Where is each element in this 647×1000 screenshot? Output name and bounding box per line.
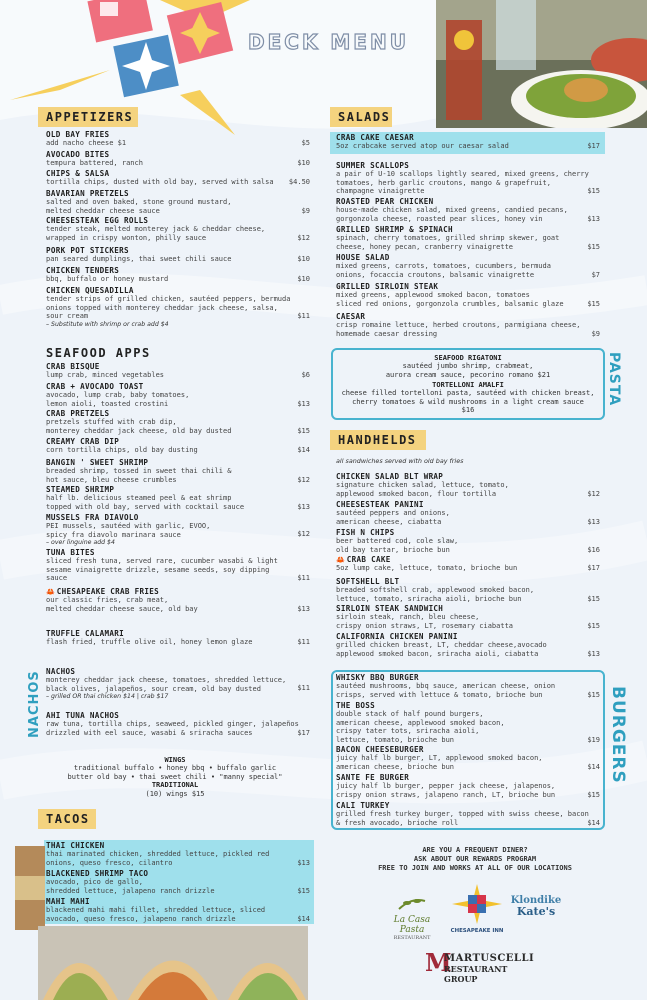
- menu-item-description: thai marinated chicken, shredded lettuce, pickled red onions, queso fresco, cilantro: [46, 850, 270, 867]
- menu-item-description: tender steak, melted monterey jack & cheddar cheese, wrapped in crispy wonton, philly sauce: [46, 225, 266, 242]
- menu-item-price: $13: [587, 517, 600, 526]
- rewards-block: [340, 846, 610, 873]
- menu-item-description: add nacho cheese $1: [46, 139, 127, 148]
- menu-item: [46, 870, 310, 895]
- pasta-item-name: SEAFOOD RIGATONI: [434, 354, 502, 362]
- menu-item-name: CHICKEN QUESADILLA: [46, 286, 134, 295]
- menu-item-name: AHI TUNA NACHOS: [46, 711, 120, 720]
- menu-item-name: MUSSELS FRA DIAVOLO: [46, 513, 139, 522]
- menu-item-price: $13: [297, 399, 310, 408]
- menu-item: [336, 226, 600, 251]
- menu-item-description: raw tuna, tortilla chips, seaweed, pickled ginger, jalapeños drizzled with eel sauce, wasabi & sriracha sauces: [46, 720, 299, 737]
- rewards-line1: ARE YOU A FREQUENT DINER?: [422, 846, 528, 854]
- menu-item-name: NACHOS: [46, 667, 76, 676]
- menu-item-price: $15: [587, 242, 600, 251]
- menu-item-name: SOFTSHELL BLT: [336, 577, 400, 586]
- menu-item-price: $9: [591, 329, 600, 338]
- menu-item-price: $10: [297, 159, 310, 168]
- menu-item-description: monterey cheddar jack cheese, tomatoes, shredded lettuce, black olives, jalapeños, sour cream, old bay dusted: [46, 676, 287, 693]
- menu-item-name: SANTE FE BURGER: [336, 773, 410, 782]
- menu-item-description: grilled chicken breast, LT, cheddar cheese,avocado applewood smoked bacon, sriracha aioli, ciabatta: [336, 641, 547, 658]
- menu-item-name: CRAB BISQUE: [46, 362, 100, 371]
- menu-item-price: $15: [587, 621, 600, 630]
- tacos-side-photo: [15, 846, 45, 930]
- menu-item-description: beer battered cod, cole slaw, old bay tartar, brioche bun: [336, 537, 459, 554]
- menu-item-name: CAESAR: [336, 312, 366, 321]
- m-monogram-icon: M: [425, 948, 452, 977]
- menu-item-price: $15: [587, 594, 600, 603]
- menu-item-name: OLD BAY FRIES: [46, 130, 110, 139]
- menu-item-price: $10: [297, 255, 310, 264]
- menu-item-description: tender strips of grilled chicken, sautéed peppers, bermuda onions topped with monterey cheddar jack cheese, salsa, sour cream: [46, 295, 291, 321]
- la-casa-sub: RESTAURANT: [393, 935, 431, 941]
- menu-item-description: our classic fries, crab meat, melted cheddar cheese sauce, old bay: [46, 596, 198, 613]
- menu-item-price: $10: [297, 275, 310, 284]
- menu-item-name: BAVARIAN PRETZELS: [46, 189, 129, 198]
- wings-block: [40, 756, 310, 798]
- menu-item-price: $11: [297, 574, 310, 583]
- salads-heading: SALADS: [330, 107, 392, 127]
- martuscelli-name: MARTUSCELLI: [444, 953, 535, 964]
- nachos-vertical-heading: NACHOS: [27, 670, 42, 738]
- menu-item: [46, 267, 310, 284]
- menu-item-description: PEI mussels, sautéed with garlic, EVOO, spicy fra diavolo marinara sauce: [46, 522, 211, 539]
- wings-line2: butter old bay • thai sweet chili • "manny special": [67, 772, 283, 781]
- menu-item-description: lump crab, minced vegetables: [46, 371, 165, 380]
- menu-item-name: ROASTED PEAR CHICKEN: [336, 197, 434, 206]
- menu-item-name: WHISKY BBQ BURGER: [336, 673, 419, 682]
- menu-item: [46, 410, 310, 435]
- wings-sub: TRADITIONAL: [151, 781, 199, 790]
- menu-item-price: $12: [297, 475, 310, 484]
- menu-item: [336, 283, 600, 308]
- tacos-photo-image: [38, 926, 308, 1000]
- menu-item-price: $17: [587, 564, 600, 573]
- klondike-line1: Klondike: [510, 895, 562, 906]
- menu-item-name: TUNA BITES: [46, 548, 95, 557]
- rewards-line2: ASK ABOUT OUR REWARDS PROGRAM: [413, 855, 537, 863]
- menu-item: [46, 514, 310, 548]
- menu-item: [336, 674, 600, 699]
- menu-item: [46, 363, 310, 380]
- menu-item-name: CALI TURKEY: [336, 801, 390, 810]
- menu-item-description: 5oz crabcake served atop our caesar salad: [336, 142, 509, 151]
- crab-icon: 🦀: [336, 556, 345, 564]
- menu-title: DECK MENU: [248, 30, 409, 54]
- menu-item: [336, 473, 600, 498]
- menu-item-description: breaded shrimp, tossed in sweet thai chili & hot sauce, bleu cheese crumbles: [46, 467, 232, 484]
- menu-item-description: salted and oven baked, stone ground mustard, melted cheddar cheese sauce: [46, 198, 232, 215]
- menu-item-description: signature chicken salad, lettuce, tomato, applewood smoked bacon, flour tortilla: [336, 481, 509, 498]
- menu-item-name: PORK POT STICKERS: [46, 246, 129, 255]
- menu-item-price: $13: [297, 502, 310, 511]
- menu-item-price: $15: [297, 426, 310, 435]
- menu-item-name: CHICKEN SALAD BLT WRAP: [336, 472, 444, 481]
- menu-item-price: $14: [587, 818, 600, 827]
- pasta-vertical-heading: PASTA: [606, 352, 622, 407]
- menu-item-price: $6: [301, 371, 310, 380]
- menu-item-note: – Substitute with shrimp or crab add $4: [46, 320, 169, 328]
- menu-item-description: sautéed peppers and onions, american cheese, ciabatta: [336, 509, 450, 526]
- la-casa-pasta-logo: [384, 896, 440, 941]
- pasta-item-name: TORTELLONI AMALFI: [432, 381, 504, 389]
- menu-item-description: corn tortilla chips, old bay dusting: [46, 446, 198, 455]
- menu-item-price: $5: [301, 139, 310, 148]
- menu-item-price: $12: [587, 489, 600, 498]
- menu-item-name: CRAB CAKE CAESAR: [336, 133, 414, 142]
- menu-item: [336, 162, 600, 196]
- menu-item: [46, 712, 310, 737]
- menu-item-description: house-made chicken salad, mixed greens, candied pecans, gorgonzola cheese, roasted pear slices, honey vin: [336, 206, 568, 223]
- menu-item: [336, 134, 600, 151]
- wings-line1: traditional buffalo • honey bbq • buffalo garlic: [73, 764, 277, 773]
- menu-item-description: bbq, buffalo or honey mustard: [46, 275, 169, 284]
- menu-item-price: $12: [297, 530, 310, 539]
- menu-item-description: pretzels stuffed with crab dip, monterey cheddar jack cheese, old bay dusted: [46, 418, 232, 435]
- menu-item-price: $4.50: [288, 178, 310, 187]
- menu-item: [46, 898, 310, 923]
- menu-item-description: avocado, pico de gallo, shredded lettuce, jalapeno ranch drizzle: [46, 878, 215, 895]
- menu-item-price: $14: [587, 762, 600, 771]
- la-casa-name: La Casa Pasta: [393, 915, 431, 935]
- menu-item-name: CRAB CAKE: [346, 555, 391, 564]
- menu-item-price: $15: [587, 187, 600, 196]
- menu-item-price: $11: [297, 684, 310, 693]
- menu-item: [336, 802, 600, 827]
- menu-item: [336, 633, 600, 658]
- menu-item-description: juicy half lb burger, pepper jack cheese, jalapenos, crispy onion straws, jalapeno ranch, LT, brioche bun: [336, 782, 556, 799]
- menu-item-price: $13: [297, 858, 310, 867]
- menu-item-name: MAHI MAHI: [46, 897, 90, 906]
- menu-item-description: half lb. delicious steamed peel & eat shrimp topped with old bay, served with cocktail sauce: [46, 494, 245, 511]
- menu-item-description: grilled fresh turkey burger, topped with swiss cheese, bacon & fresh avocado, brioche roll: [336, 810, 589, 827]
- salad-photo: [436, 0, 647, 128]
- menu-item: [46, 549, 310, 583]
- menu-item-name: GRILLED SIRLOIN STEAK: [336, 282, 439, 291]
- menu-item-price: $17: [587, 142, 600, 151]
- menu-item-name: HOUSE SALAD: [336, 253, 390, 262]
- menu-item-description: avocado, lump crab, baby tomatoes, lemon aioli, toasted crostini: [46, 391, 190, 408]
- menu-item-price: $11: [297, 638, 310, 647]
- klondike-kates-logo: [510, 896, 562, 918]
- menu-item: [46, 842, 310, 867]
- menu-item-name: CRAB PRETZELS: [46, 409, 110, 418]
- wings-heading: WINGS: [164, 756, 186, 764]
- menu-item-price: $15: [587, 690, 600, 699]
- menu-item-price: $15: [297, 886, 310, 895]
- menu-item-name: BANGIN ' SWEET SHRIMP: [46, 458, 149, 467]
- menu-item-note: – over linguine add $4: [46, 539, 115, 547]
- chesapeake-inn-logo: [446, 884, 508, 934]
- menu-item-name: STEAMED SHRIMP: [46, 485, 115, 494]
- appetizers-heading: APPETIZERS: [38, 107, 138, 127]
- pasta-tortelloni-amalfi: [333, 381, 603, 415]
- menu-item-name: BLACKENED SHRIMP TACO: [46, 869, 149, 878]
- menu-item-description: sirloin steak, ranch, bleu cheese, crispy onion straws, LT, rosemary ciabatta: [336, 613, 514, 630]
- menu-item-description: double stack of half pound burgers, american cheese, applewood smoked bacon, crispy tater tots, sriracha aioli, lettuce, tomato, brioche bun: [336, 710, 505, 744]
- pasta-item-line: sautéed jumbo shrimp, crabmeat,: [402, 362, 534, 371]
- menu-item: [46, 383, 310, 408]
- menu-item-description: flash fried, truffle olive oil, honey lemon glaze: [46, 638, 253, 647]
- chesapeake-name: CHESAPEAKE INN: [450, 928, 504, 934]
- menu-item-description: tortilla chips, dusted with old bay, served with salsa: [46, 178, 274, 187]
- menu-item-note: – grilled OR thai chicken $14 | crab $17: [46, 693, 169, 701]
- burgers-vertical-heading: BURGERS: [608, 686, 628, 784]
- menu-item-price: $13: [587, 649, 600, 658]
- menu-item: [46, 151, 310, 168]
- pasta-item-line: aurora cream sauce, pecorino romano $21: [385, 370, 551, 379]
- menu-item-description: tempura battered, ranch: [46, 159, 143, 168]
- tacos-heading: TACOS: [38, 809, 96, 829]
- rewards-line3: FREE TO JOIN AND WORKS AT ALL OF OUR LOCATIONS: [378, 864, 572, 872]
- handhelds-heading: HANDHELDS: [330, 430, 426, 450]
- martuscelli-sub: RESTAURANT GROUP: [444, 964, 508, 984]
- menu-item-name: CHESAPEAKE CRAB FRIES: [56, 587, 160, 596]
- pasta-item-line: cherry tomatoes & wild mushrooms in a light cream sauce: [352, 397, 584, 406]
- menu-item: [46, 217, 310, 242]
- menu-item: [46, 247, 310, 264]
- menu-item-name: BACON CHEESEBURGER: [336, 745, 424, 754]
- menu-item: [336, 529, 600, 554]
- menu-item-description: crisp romaine lettuce, herbed croutons, parmigiana cheese, homemade caesar dressing: [336, 321, 581, 338]
- klondike-line2: Kate's: [516, 905, 556, 918]
- menu-item-description: sautéed mushrooms, bbq sauce, american cheese, onion crisps, served with lettuce & tomato, brioche bun: [336, 682, 556, 699]
- salad-photo-image: [436, 0, 647, 128]
- menu-item: [46, 459, 310, 484]
- menu-item-price: $15: [587, 790, 600, 799]
- menu-item-description: breaded softshell crab, applewood smoked bacon, lettuce, tomato, sriracha aioli, brioche bun: [336, 586, 535, 603]
- menu-item-name: AVOCADO BITES: [46, 150, 110, 159]
- menu-item: [336, 578, 600, 603]
- menu-item: [46, 668, 310, 702]
- menu-item: [336, 313, 600, 338]
- menu-item-description: a pair of U-10 scallops lightly seared, mixed greens, cherry tomatoes, herb garlic croutons, mango & grapefruit, champagne vinaigrette: [336, 170, 589, 196]
- menu-item-name: CREAMY CRAB DIP: [46, 437, 120, 446]
- menu-item: [336, 556, 600, 573]
- menu-item-price: $15: [587, 299, 600, 308]
- menu-item: [46, 287, 310, 329]
- menu-item-description: blackened mahi mahi fillet, shredded lettuce, sliced avocado, queso fresco, jalapeno ranch drizzle: [46, 906, 266, 923]
- menu-item: [46, 131, 310, 148]
- menu-item: [46, 438, 310, 455]
- menu-item-name: CHEESESTEAK EGG ROLLS: [46, 216, 149, 225]
- menu-item: [46, 170, 310, 187]
- menu-item: [336, 501, 600, 526]
- menu-item-price: $9: [301, 206, 310, 215]
- seafood-heading: SEAFOOD APPS: [46, 346, 151, 360]
- menu-item-description: pan seared dumplings, thai sweet chili sauce: [46, 255, 232, 264]
- menu-item-price: $16: [587, 545, 600, 554]
- compass-star-icon: [452, 884, 502, 924]
- menu-item-name: THAI CHICKEN: [46, 841, 105, 850]
- menu-item: [46, 190, 310, 215]
- menu-item-price: $13: [297, 604, 310, 613]
- menu-item-name: CHICKEN TENDERS: [46, 266, 120, 275]
- pasta-item-line: cheese filled tortelloni pasta, sautéed with chicken breast,: [341, 389, 595, 398]
- menu-item-name: CHIPS & SALSA: [46, 169, 110, 178]
- menu-item-price: $13: [587, 214, 600, 223]
- menu-item-price: $14: [297, 446, 310, 455]
- menu-item-description: mixed greens, carrots, tomatoes, cucumbers, bermuda onions, focaccia croutons, balsamic vinaigrette: [336, 262, 551, 279]
- menu-item-name: SIRLOIN STEAK SANDWICH: [336, 604, 444, 613]
- menu-item-name: SUMMER SCALLOPS: [336, 161, 410, 170]
- menu-item: [336, 702, 600, 744]
- menu-item-description: 5oz lump cake, lettuce, tomato, brioche bun: [336, 564, 518, 573]
- menu-item: [46, 588, 310, 613]
- wings-price: (10) wings $15: [145, 789, 205, 798]
- menu-item-price: $11: [297, 311, 310, 320]
- menu-item-name: GRILLED SHRIMP & SPINACH: [336, 225, 453, 234]
- olive-branch-icon: [397, 897, 427, 911]
- menu-item-name: CALIFORNIA CHICKEN PANINI: [336, 632, 458, 641]
- menu-item-price: $12: [297, 233, 310, 242]
- menu-item-description: mixed greens, applewood smoked bacon, tomatoes sliced red onions, gorgonzola crumbles, balsamic glaze: [336, 291, 564, 308]
- handhelds-subnote: all sandwiches served with old bay fries: [336, 457, 464, 465]
- tacos-side-photo-image: [15, 846, 45, 930]
- menu-item-name: TRUFFLE CALAMARI: [46, 629, 124, 638]
- pasta-seafood-rigatoni: [333, 354, 603, 379]
- menu-item-name: CRAB + AVOCADO TOAST: [46, 382, 144, 391]
- menu-item: [336, 605, 600, 630]
- menu-item: [336, 198, 600, 223]
- menu-item-description: sliced fresh tuna, served rare, cucumber wasabi & light sesame vinaigrette drizzle, sesame seeds, soy dipping sauce: [46, 557, 278, 583]
- menu-item: [336, 774, 600, 799]
- menu-item-name: FISH N CHIPS: [336, 528, 395, 537]
- menu-item: [46, 486, 310, 511]
- menu-item-price: $14: [297, 914, 310, 923]
- menu-item-price: $19: [587, 735, 600, 744]
- menu-item-description: juicy half lb burger, LT, applewood smoked bacon, american cheese, brioche bun: [336, 754, 543, 771]
- menu-item: [336, 746, 600, 771]
- menu-item: [46, 630, 310, 647]
- crab-icon: 🦀: [46, 588, 55, 596]
- menu-item: [336, 254, 600, 279]
- menu-item-description: spinach, cherry tomatoes, grilled shrimp skewer, goat cheese, honey pecan, cranberry vinaigrette: [336, 234, 560, 251]
- tacos-photo: [38, 926, 308, 1000]
- pasta-item-line: $16: [461, 406, 475, 415]
- menu-item-name: CHEESESTEAK PANINI: [336, 500, 424, 509]
- menu-item-name: THE BOSS: [336, 701, 375, 710]
- martuscelli-logo: [425, 948, 535, 984]
- menu-item-price: $17: [297, 728, 310, 737]
- menu-item-price: $7: [591, 270, 600, 279]
